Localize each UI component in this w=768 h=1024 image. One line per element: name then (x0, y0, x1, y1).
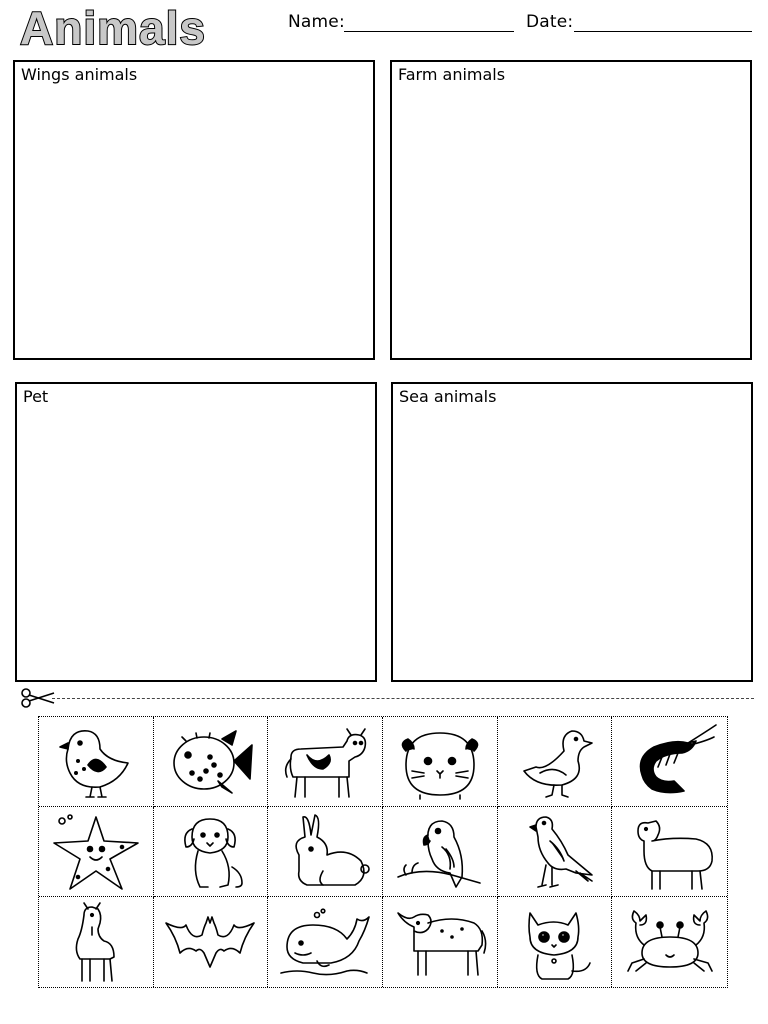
picture-card[interactable] (612, 717, 727, 807)
goat-icon (48, 901, 144, 983)
picture-card[interactable] (612, 897, 727, 987)
name-field[interactable] (344, 31, 514, 32)
whale-icon (277, 901, 373, 983)
sheep-icon (622, 811, 718, 893)
picture-card[interactable] (498, 897, 613, 987)
duck-icon (506, 721, 602, 803)
box-sea-animals[interactable] (391, 382, 753, 682)
puppy-icon (162, 811, 258, 893)
picture-card[interactable] (268, 807, 383, 897)
date-field[interactable] (574, 31, 752, 32)
kitten-icon (506, 901, 602, 983)
picture-card[interactable] (612, 807, 727, 897)
worksheet-title-text: Animals (20, 2, 206, 52)
guinea-pig-icon (392, 721, 488, 803)
box-farm-animals[interactable] (390, 60, 752, 360)
picture-card[interactable] (154, 897, 269, 987)
picture-card[interactable] (268, 717, 383, 807)
box-label: Farm animals (398, 65, 506, 84)
picture-card[interactable] (498, 717, 613, 807)
rabbit-icon (277, 811, 373, 893)
picture-card[interactable] (383, 807, 498, 897)
cow-icon (277, 721, 373, 803)
eagle-icon (506, 811, 602, 893)
picture-card[interactable] (498, 807, 613, 897)
box-label: Sea animals (399, 387, 497, 406)
picture-card[interactable] (154, 717, 269, 807)
picture-card-grid (38, 716, 728, 988)
box-label: Pet (23, 387, 49, 406)
pufferfish-icon (162, 721, 258, 803)
box-pet[interactable] (15, 382, 377, 682)
worksheet-title-art (18, 2, 273, 52)
bat-icon (162, 901, 258, 983)
name-label: Name: (288, 12, 345, 32)
bird-icon (48, 721, 144, 803)
cut-line (52, 698, 754, 699)
buffalo-icon (392, 901, 488, 983)
shrimp-icon (622, 721, 718, 803)
box-wings-animals[interactable] (13, 60, 375, 360)
picture-card[interactable] (39, 897, 154, 987)
box-label: Wings animals (21, 65, 138, 84)
date-label: Date: (526, 12, 574, 32)
worksheet-title (18, 2, 273, 52)
picture-card[interactable] (154, 807, 269, 897)
picture-card[interactable] (383, 897, 498, 987)
picture-card[interactable] (39, 807, 154, 897)
picture-card[interactable] (383, 717, 498, 807)
starfish-icon (48, 811, 144, 893)
crab-icon (622, 901, 718, 983)
picture-card[interactable] (39, 717, 154, 807)
parrot-icon (392, 811, 488, 893)
picture-card[interactable] (268, 897, 383, 987)
